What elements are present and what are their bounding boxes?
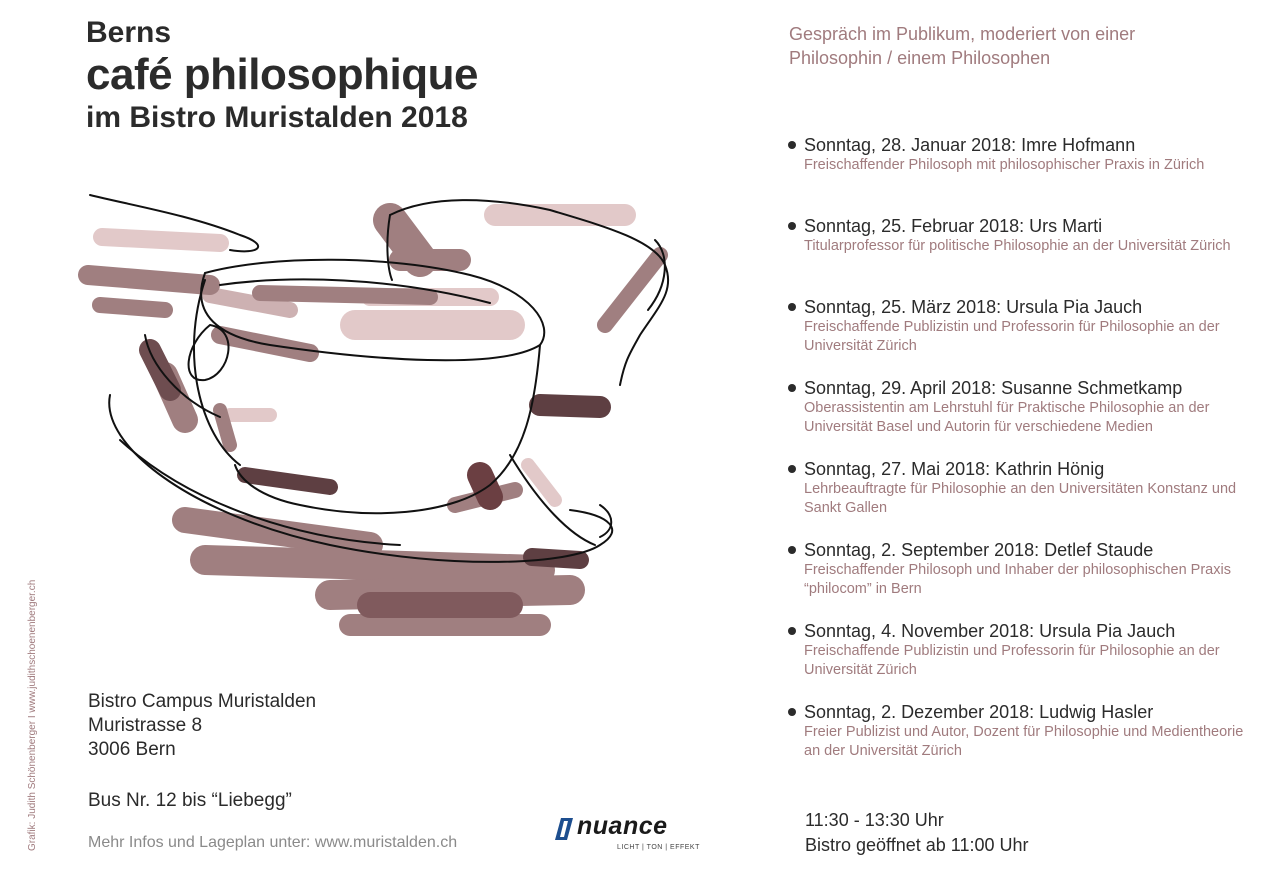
event-date: Sonntag, 2. Dezember 2018: Ludwig Hasler <box>786 701 1256 723</box>
bistro-opening: Bistro geöffnet ab 11:00 Uhr <box>805 835 1029 855</box>
graphic-credit: Grafik: Judith Schönenberger I www.judithschoenenberger.ch <box>27 579 38 851</box>
title-cafe-philosophique: café philosophique <box>86 50 478 99</box>
event-date: Sonntag, 29. April 2018: Susanne Schmetkamp <box>786 377 1256 399</box>
event-item <box>786 296 1256 377</box>
event-date: Sonntag, 28. Januar 2018: Imre Hofmann <box>786 134 1256 156</box>
event-item <box>786 539 1256 620</box>
event-item <box>786 620 1256 701</box>
address-line-venue: Bistro Campus Muristalden <box>88 691 317 712</box>
opening-times <box>805 808 1028 858</box>
coffee-cup-illustration <box>70 185 710 665</box>
event-description: Titularprofessor für politische Philosophie an der Universität Zürich <box>804 238 1231 254</box>
event-date: Sonntag, 27. Mai 2018: Kathrin Hönig <box>786 458 1256 480</box>
event-description: Freischaffender Philosoph und Inhaber der philosophischen Praxis “philocom” in Bern <box>804 562 1231 597</box>
event-description: Freischaffender Philosoph mit philosophischer Praxis in Zürich <box>804 157 1205 173</box>
event-date: Sonntag, 4. November 2018: Ursula Pia Jauch <box>786 620 1256 642</box>
event-item <box>786 701 1256 782</box>
event-item <box>786 377 1256 458</box>
event-list <box>786 134 1256 782</box>
more-info-link[interactable]: Mehr Infos und Lageplan unter: www.muristalden.ch <box>88 834 458 851</box>
logo-tagline: LICHT | TON | EFFEKT <box>617 844 700 851</box>
venue-address <box>88 690 316 762</box>
title-subtitle: im Bistro Muristalden 2018 <box>86 101 468 134</box>
event-description: Freischaffende Publizistin und Professorin für Philosophie an der Universität Zürich <box>804 319 1220 354</box>
address-line-city: 3006 Bern <box>88 739 176 760</box>
address-line-street: Muristrasse 8 <box>88 715 203 736</box>
event-description: Freischaffende Publizistin und Professorin für Philosophie an der Universität Zürich <box>804 643 1220 678</box>
event-description: Oberassistentin am Lehrstuhl für Praktische Philosophie an der Universität Basel und Autorin für verschiedene Medien <box>804 400 1210 435</box>
nuance-logo <box>555 812 705 855</box>
logo-name: nuance <box>577 812 668 840</box>
event-date: Sonntag, 25. Februar 2018: Urs Marti <box>786 215 1256 237</box>
event-description: Freier Publizist und Autor, Dozent für Philosophie und Medientheorie an der Universität Zürich <box>804 724 1244 759</box>
event-description: Lehrbeauftragte für Philosophie an den Universitäten Konstanz und Sankt Gallen <box>804 481 1237 516</box>
event-date: Sonntag, 2. September 2018: Detlef Staude <box>786 539 1256 561</box>
event-item <box>786 215 1256 296</box>
bus-info: Bus Nr. 12 bis “Liebegg” <box>88 790 292 811</box>
nuance-logo-icon <box>555 818 573 840</box>
intro-text: Gespräch im Publikum, moderiert von einer Philosophin / einem Philosophen <box>789 24 1136 68</box>
event-date: Sonntag, 25. März 2018: Ursula Pia Jauch <box>786 296 1256 318</box>
event-item <box>786 458 1256 539</box>
title-berns: Berns <box>86 16 172 49</box>
poster-title <box>86 16 478 136</box>
event-hours: 11:30 - 13:30 Uhr <box>805 810 944 830</box>
event-item <box>786 134 1256 215</box>
